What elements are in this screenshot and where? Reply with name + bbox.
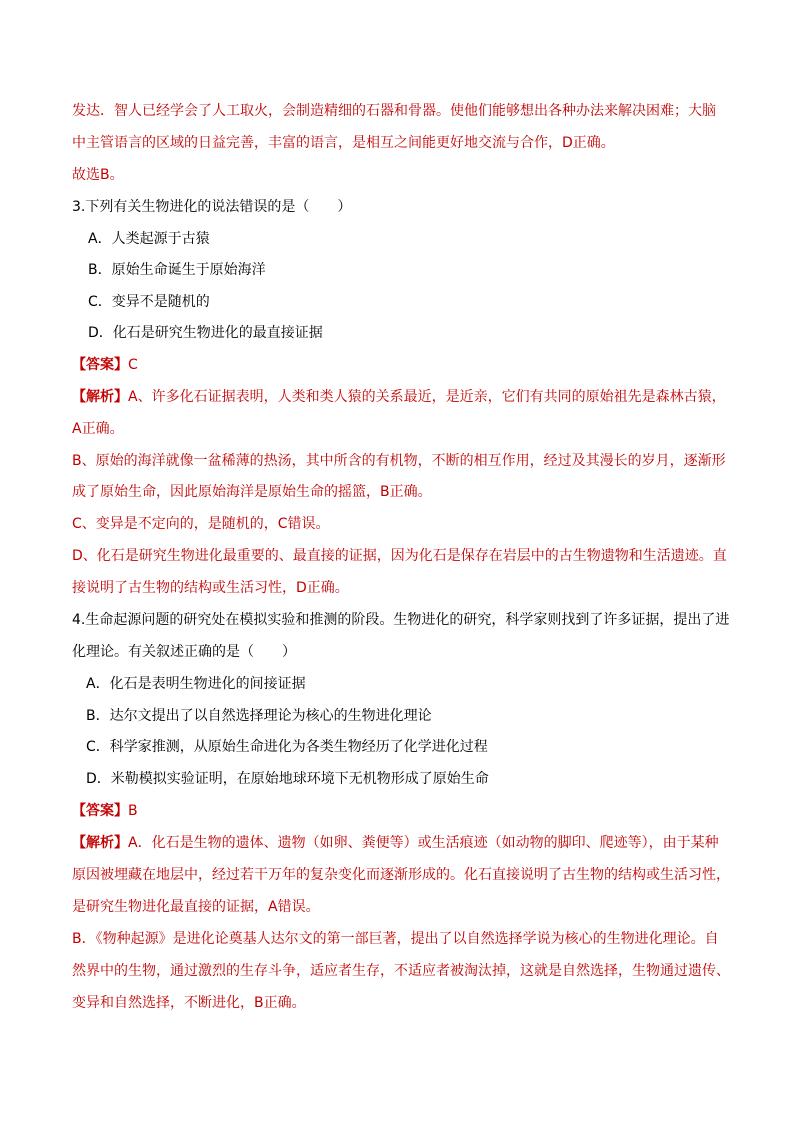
q3-analysis-line-7: 接说明了古生物的结构或生活习性，D正确。 <box>72 580 349 596</box>
q4-option-d: D．米勒模拟实验证明，在原始地球环境下无机物形成了原始生命 <box>86 771 489 787</box>
q4-analysis-line-4: B．《物种起源》是进化论奠基人达尔文的第一部巨著，提出了以自然选择学说为核心的生物进化理论。自 <box>72 931 719 947</box>
q4-option-a: A．化石是表明生物进化的间接证据 <box>86 676 306 692</box>
q3-analysis-line-4: 成了原始生命，因此原始海洋是原始生命的摇篮，B正确。 <box>72 484 432 500</box>
q3-analysis-label: 【解析】 <box>72 389 128 405</box>
q3-option-c: C．变异不是随机的 <box>88 294 210 310</box>
q4-stem-line-2: 化理论。有关叙述正确的是（ ） <box>72 644 296 660</box>
q3-analysis-line-1 <box>72 387 726 407</box>
continuation-line-2: 中主管语言的区域的日益完善，丰富的语言，是相互之间能更好地交流与合作，D正确。 <box>72 135 615 151</box>
q4-analysis-label: 【解析】 <box>72 835 128 851</box>
q3-analysis-line-2: A正确。 <box>72 421 124 437</box>
continuation-line-1: 发达．智人已经学会了人工取火，会制造精细的石器和骨器。使他们能够想出各种办法来解决困难；大脑 <box>72 103 716 119</box>
q3-option-a: A．人类起源于古猿 <box>88 231 210 247</box>
q4-analysis-line-1 <box>72 833 719 853</box>
q3-option-d: D．化石是研究生物进化的最直接证据 <box>88 325 323 341</box>
q4-option-c: C．科学家推测，从原始生命进化为各类生物经历了化学进化过程 <box>86 739 488 755</box>
q3-analysis-line-3: B、原始的海洋就像一盆稀薄的热汤，其中所含的有机物，不断的相互作用，经过及其漫长的岁月，逐渐形 <box>72 453 726 469</box>
q3-answer <box>72 355 138 375</box>
q3-analysis-line-5: C、变异是不定向的，是随机的，C错误。 <box>72 516 330 532</box>
q3-answer-label: 【答案】 <box>72 357 128 373</box>
q4-analysis-line-3: 是研究生物进化最直接的证据，A错误。 <box>72 899 320 915</box>
q4-option-b: B．达尔文提出了以自然选择理论为核心的生物进化理论 <box>86 708 432 724</box>
q4-analysis-text-1: A．化石是生物的遗体、遗物（如卵、粪便等）或生活痕迹（如动物的脚印、爬迹等），由于某种 <box>128 835 719 851</box>
q4-stem-line-1: 4.生命起源问题的研究处在模拟实验和推测的阶段。生物进化的研究，科学家则找到了许多证据，提出了进 <box>72 612 730 628</box>
q4-analysis-line-6: 变异和自然选择，不断进化，B正确。 <box>72 995 306 1011</box>
q4-analysis-line-2: 原因被埋藏在地层中，经过若干万年的复杂变化而逐渐形成的。化石直接说明了古生物的结构或生活习性， <box>72 867 730 883</box>
q4-answer-value: B <box>128 803 138 819</box>
q4-analysis-line-5: 然界中的生物，通过激烈的生存斗争，适应者生存，不适应者被淘汰掉，这就是自然选择，生物通过遗传、 <box>72 963 730 979</box>
q4-answer <box>72 801 138 821</box>
q3-answer-value: C <box>128 357 138 373</box>
q4-answer-label: 【答案】 <box>72 803 128 819</box>
q3-option-b: B．原始生命诞生于原始海洋 <box>88 262 266 278</box>
q3-analysis-line-6: D、化石是研究生物进化最重要的、最直接的证据，因为化石是保存在岩层中的古生物遗物和生活遗迹。直 <box>72 548 727 564</box>
q3-stem: 3.下列有关生物进化的说法错误的是（ ） <box>72 199 352 215</box>
q3-analysis-text-1: A、许多化石证据表明，人类和类人猿的关系最近，是近亲，它们有共同的原始祖先是森林古猿， <box>128 389 726 405</box>
conclusion: 故选B。 <box>72 167 124 183</box>
